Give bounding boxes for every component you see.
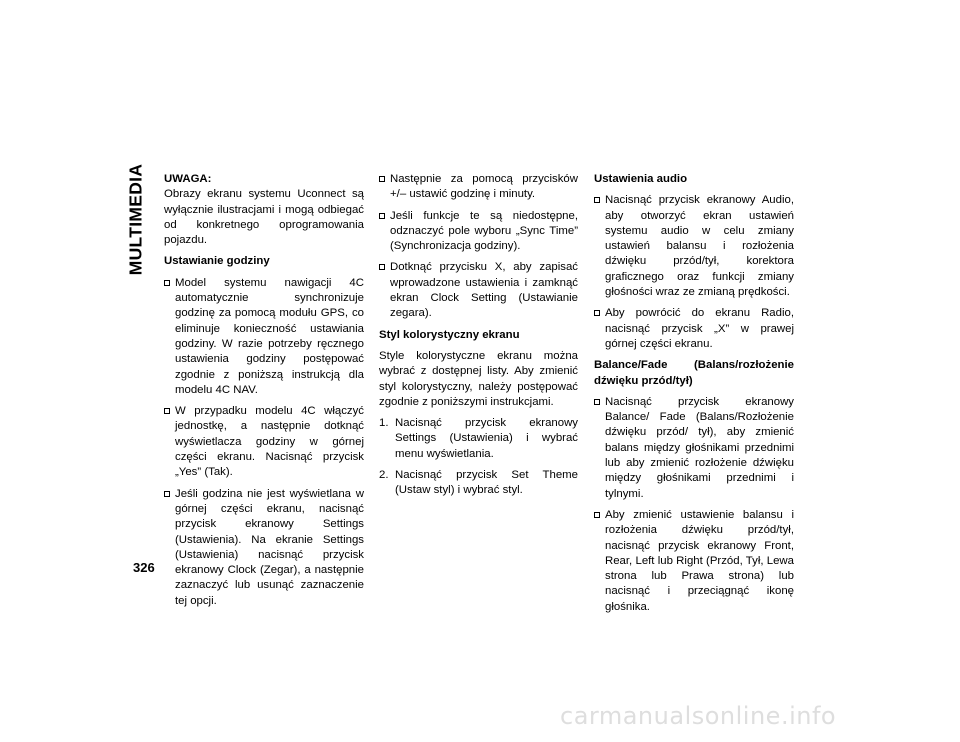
note-text: Obrazy ekranu systemu Uconnect są wyłącznie ilustracjami i mogą odbiegać od konkretnego oprogramowania pojazdu.	[164, 188, 364, 247]
list-item-text: Aby zmienić ustawienie balansu i rozłożenia dźwięku przód/tył, nacisnąć przycisk ekranowy Front, Rear, Left lub Right (Przód, Tył, Lewa strona lub Prawa strona) lub nacisnąć i przeciągnąć ikonę głośnika.	[605, 508, 794, 613]
page-number: 326	[133, 560, 155, 575]
column-middle	[379, 172, 578, 505]
note-title: UWAGA:	[164, 173, 212, 185]
step-number: 2.	[379, 469, 389, 482]
theme-text: Style kolorystyczne ekranu można wybrać z dostępnej listy. Aby zmienić styl kolorystyczny, należy postępować zgodnie z poniższymi instrukcjami.	[379, 349, 578, 408]
column-right	[594, 172, 794, 621]
list-item-text: Aby powrócić do ekranu Radio, nacisnąć przycisk „X” w prawej górnej części ekranu.	[605, 307, 794, 350]
checkbox-bullet-icon	[594, 399, 600, 405]
section-tab-label: MULTIMEDIA	[125, 163, 146, 275]
balance-heading-left: Balance/Fade	[594, 359, 668, 372]
numbered-step	[379, 416, 578, 462]
list-item-text: Następnie za pomocą przycisków +/– ustawić godzinę i minuty.	[390, 173, 578, 201]
list-item	[164, 276, 364, 398]
list-item-text: Jeśli godzina nie jest wyświetlana w górnej części ekranu, nacisnąć przycisk ekranowy Settings (Ustawienia). Na ekranie Settings (Ustawienia) nacisnąć przycisk ekranowy Clock (Zegar), a następnie zaznaczyć lub usunąć zaznaczenie tej opcji.	[175, 487, 364, 607]
audio-heading: Ustawienia audio	[594, 173, 688, 185]
balance-heading	[594, 358, 794, 373]
list-item	[164, 487, 364, 609]
watermark: carmanualsonline.info	[560, 702, 837, 730]
checkbox-bullet-icon	[594, 512, 600, 518]
list-item	[594, 395, 794, 502]
list-item-text: Nacisnąć przycisk ekranowy Audio, aby otworzyć ekran ustawień systemu audio w celu zmiany ustawień balansu i rozłożenia dźwięku przód/tył, korektora graficznego oraz funkcji zmiany głośności wraz ze zmianą prędkości.	[605, 194, 794, 299]
checkbox-bullet-icon	[164, 280, 170, 286]
balance-heading-line2: dźwięku przód/tył)	[594, 374, 693, 387]
balance-heading-right: (Balans/rozłożenie	[693, 359, 794, 372]
checkbox-bullet-icon	[164, 491, 170, 497]
checkbox-bullet-icon	[379, 264, 385, 270]
list-item-text: Model systemu nawigacji 4C automatycznie synchronizuje godzinę za pomocą modułu GPS, co eliminuje konieczność ustawiania godziny. W razie potrzeby ręcznego ustawienia godziny postępować zgodnie z poniższą instrukcją dla modelu 4C NAV.	[175, 276, 364, 396]
step-text: Nacisnąć przycisk ekranowy Settings (Ustawienia) i wybrać menu wyświetlania.	[395, 417, 578, 460]
list-item-text: Jeśli funkcje te są niedostępne, odznaczyć pole wyboru „Sync Time” (Synchronizacja godziny).	[390, 209, 578, 253]
list-item	[164, 404, 364, 480]
step-text: Nacisnąć przycisk Set Theme (Ustaw styl) i wybrać styl.	[395, 469, 578, 497]
list-item-text: W przypadku modelu 4C włączyć jednostkę, a następnie dotknąć wyświetlacza godziny w górnej części ekranu. Nacisnąć przycisk „Yes” (Tak).	[175, 405, 364, 479]
list-item	[379, 260, 578, 321]
numbered-step	[379, 468, 578, 499]
list-item-text: Nacisnąć przycisk ekranowy Balance/ Fade (Balans/Rozłożenie dźwięku przód/ tył), aby zmienić balans między głośnikami przednimi lub aby zmienić rozłożenie dźwięku między głośnikami przednimi i tylnymi.	[605, 395, 794, 500]
list-item	[594, 306, 794, 352]
column-left	[164, 172, 364, 615]
checkbox-bullet-icon	[164, 408, 170, 414]
checkbox-bullet-icon	[594, 310, 600, 316]
list-item-text: Dotknąć przycisku X, aby zapisać wprowadzone ustawienia i zamknąć ekran Clock Setting (Ustawianie zegara).	[390, 261, 578, 320]
step-number: 1.	[379, 417, 389, 430]
list-item	[379, 172, 578, 203]
list-item	[594, 508, 794, 615]
checkbox-bullet-icon	[379, 176, 385, 182]
section-tab	[120, 164, 152, 274]
list-item	[594, 193, 794, 300]
clock-heading: Ustawianie godziny	[164, 255, 270, 268]
checkbox-bullet-icon	[594, 197, 600, 203]
checkbox-bullet-icon	[379, 213, 385, 219]
theme-heading: Styl kolorystyczny ekranu	[379, 328, 520, 341]
list-item	[379, 209, 578, 255]
